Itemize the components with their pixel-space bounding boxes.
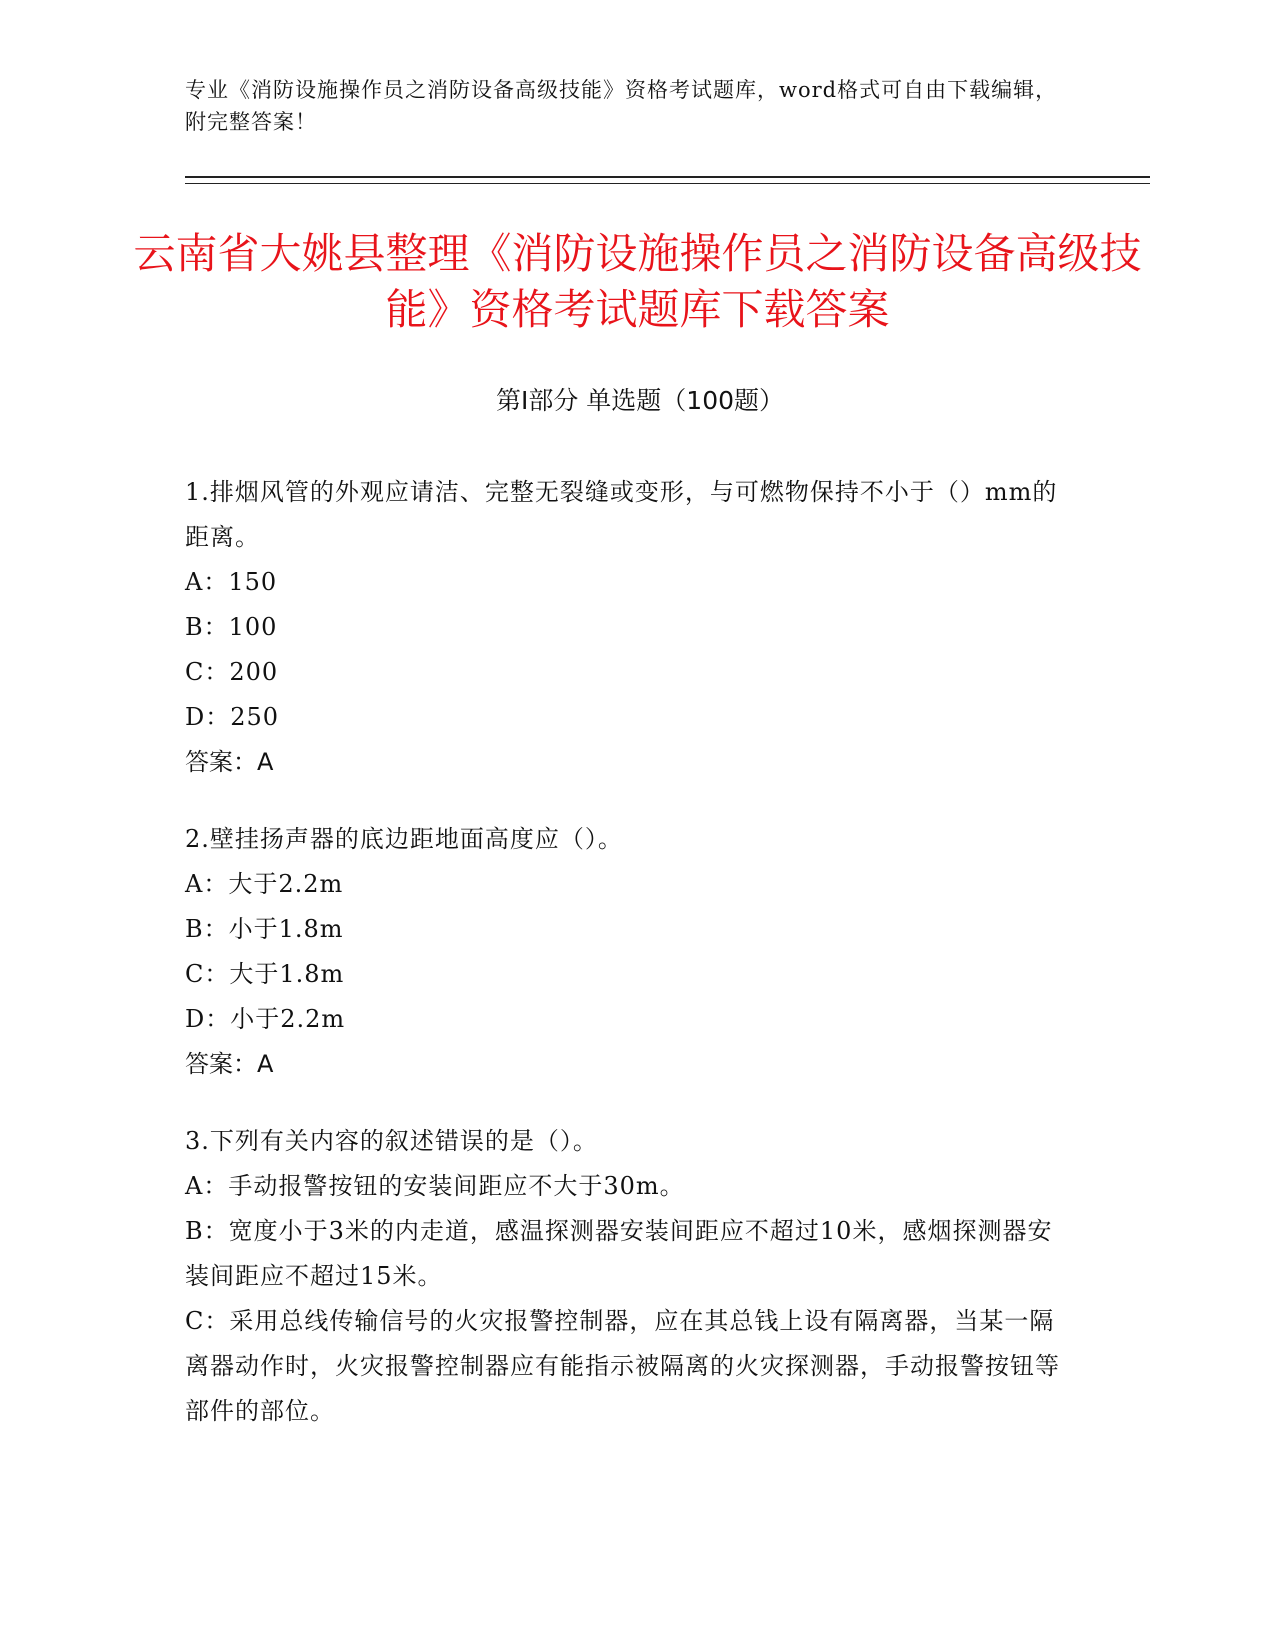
document-title: 云南省大姚县整理《消防设施操作员之消防设备高级技能》资格考试题库下载答案 (133, 229, 1142, 334)
option-d: D：250 (185, 703, 280, 731)
question-1 (185, 470, 1065, 785)
option-b: B：100 (185, 613, 278, 641)
answer-line: 答案：A (185, 1050, 274, 1078)
section-title: 第Ⅰ部分 单选题（100题） (495, 386, 785, 415)
header-divider-thin (185, 183, 1150, 184)
option-c: C：200 (185, 658, 279, 686)
option-a: A：150 (185, 568, 278, 596)
question-2 (185, 817, 1065, 1087)
question-stem: 3.下列有关内容的叙述错误的是（）。 (185, 1127, 598, 1155)
header-divider-thick (185, 176, 1150, 178)
question-stem: 2.壁挂扬声器的底边距地面高度应（）。 (185, 825, 623, 853)
option-c: C：采用总线传输信号的火灾报警控制器，应在其总钱上设有隔离器，当某一隔离器动作时，火灾报警控制器应有能指示被隔离的火灾探测器，手动报警按钮等部件的部位。 (185, 1307, 1060, 1425)
question-list (185, 470, 1065, 1466)
option-a: A：大于2.2m (185, 870, 344, 898)
option-d: D：小于2.2m (185, 1005, 346, 1033)
option-b: B：宽度小于3米的内走道，感温探测器安装间距应不超过10米，感烟探测器安装间距应不超过15米。 (185, 1217, 1053, 1290)
document-header-note: 专业《消防设施操作员之消防设备高级技能》资格考试题库，word格式可自由下载编辑，附完整答案！ (185, 78, 1058, 134)
option-a: A：手动报警按钮的安装间距应不大于30m。 (185, 1172, 685, 1200)
option-c: C：大于1.8m (185, 960, 345, 988)
question-stem: 1.排烟风管的外观应请洁、完整无裂缝或变形，与可燃物保持不小于（）mm的距离。 (185, 478, 1058, 551)
answer-line: 答案：A (185, 748, 274, 776)
option-b: B：小于1.8m (185, 915, 344, 943)
question-3 (185, 1119, 1065, 1434)
